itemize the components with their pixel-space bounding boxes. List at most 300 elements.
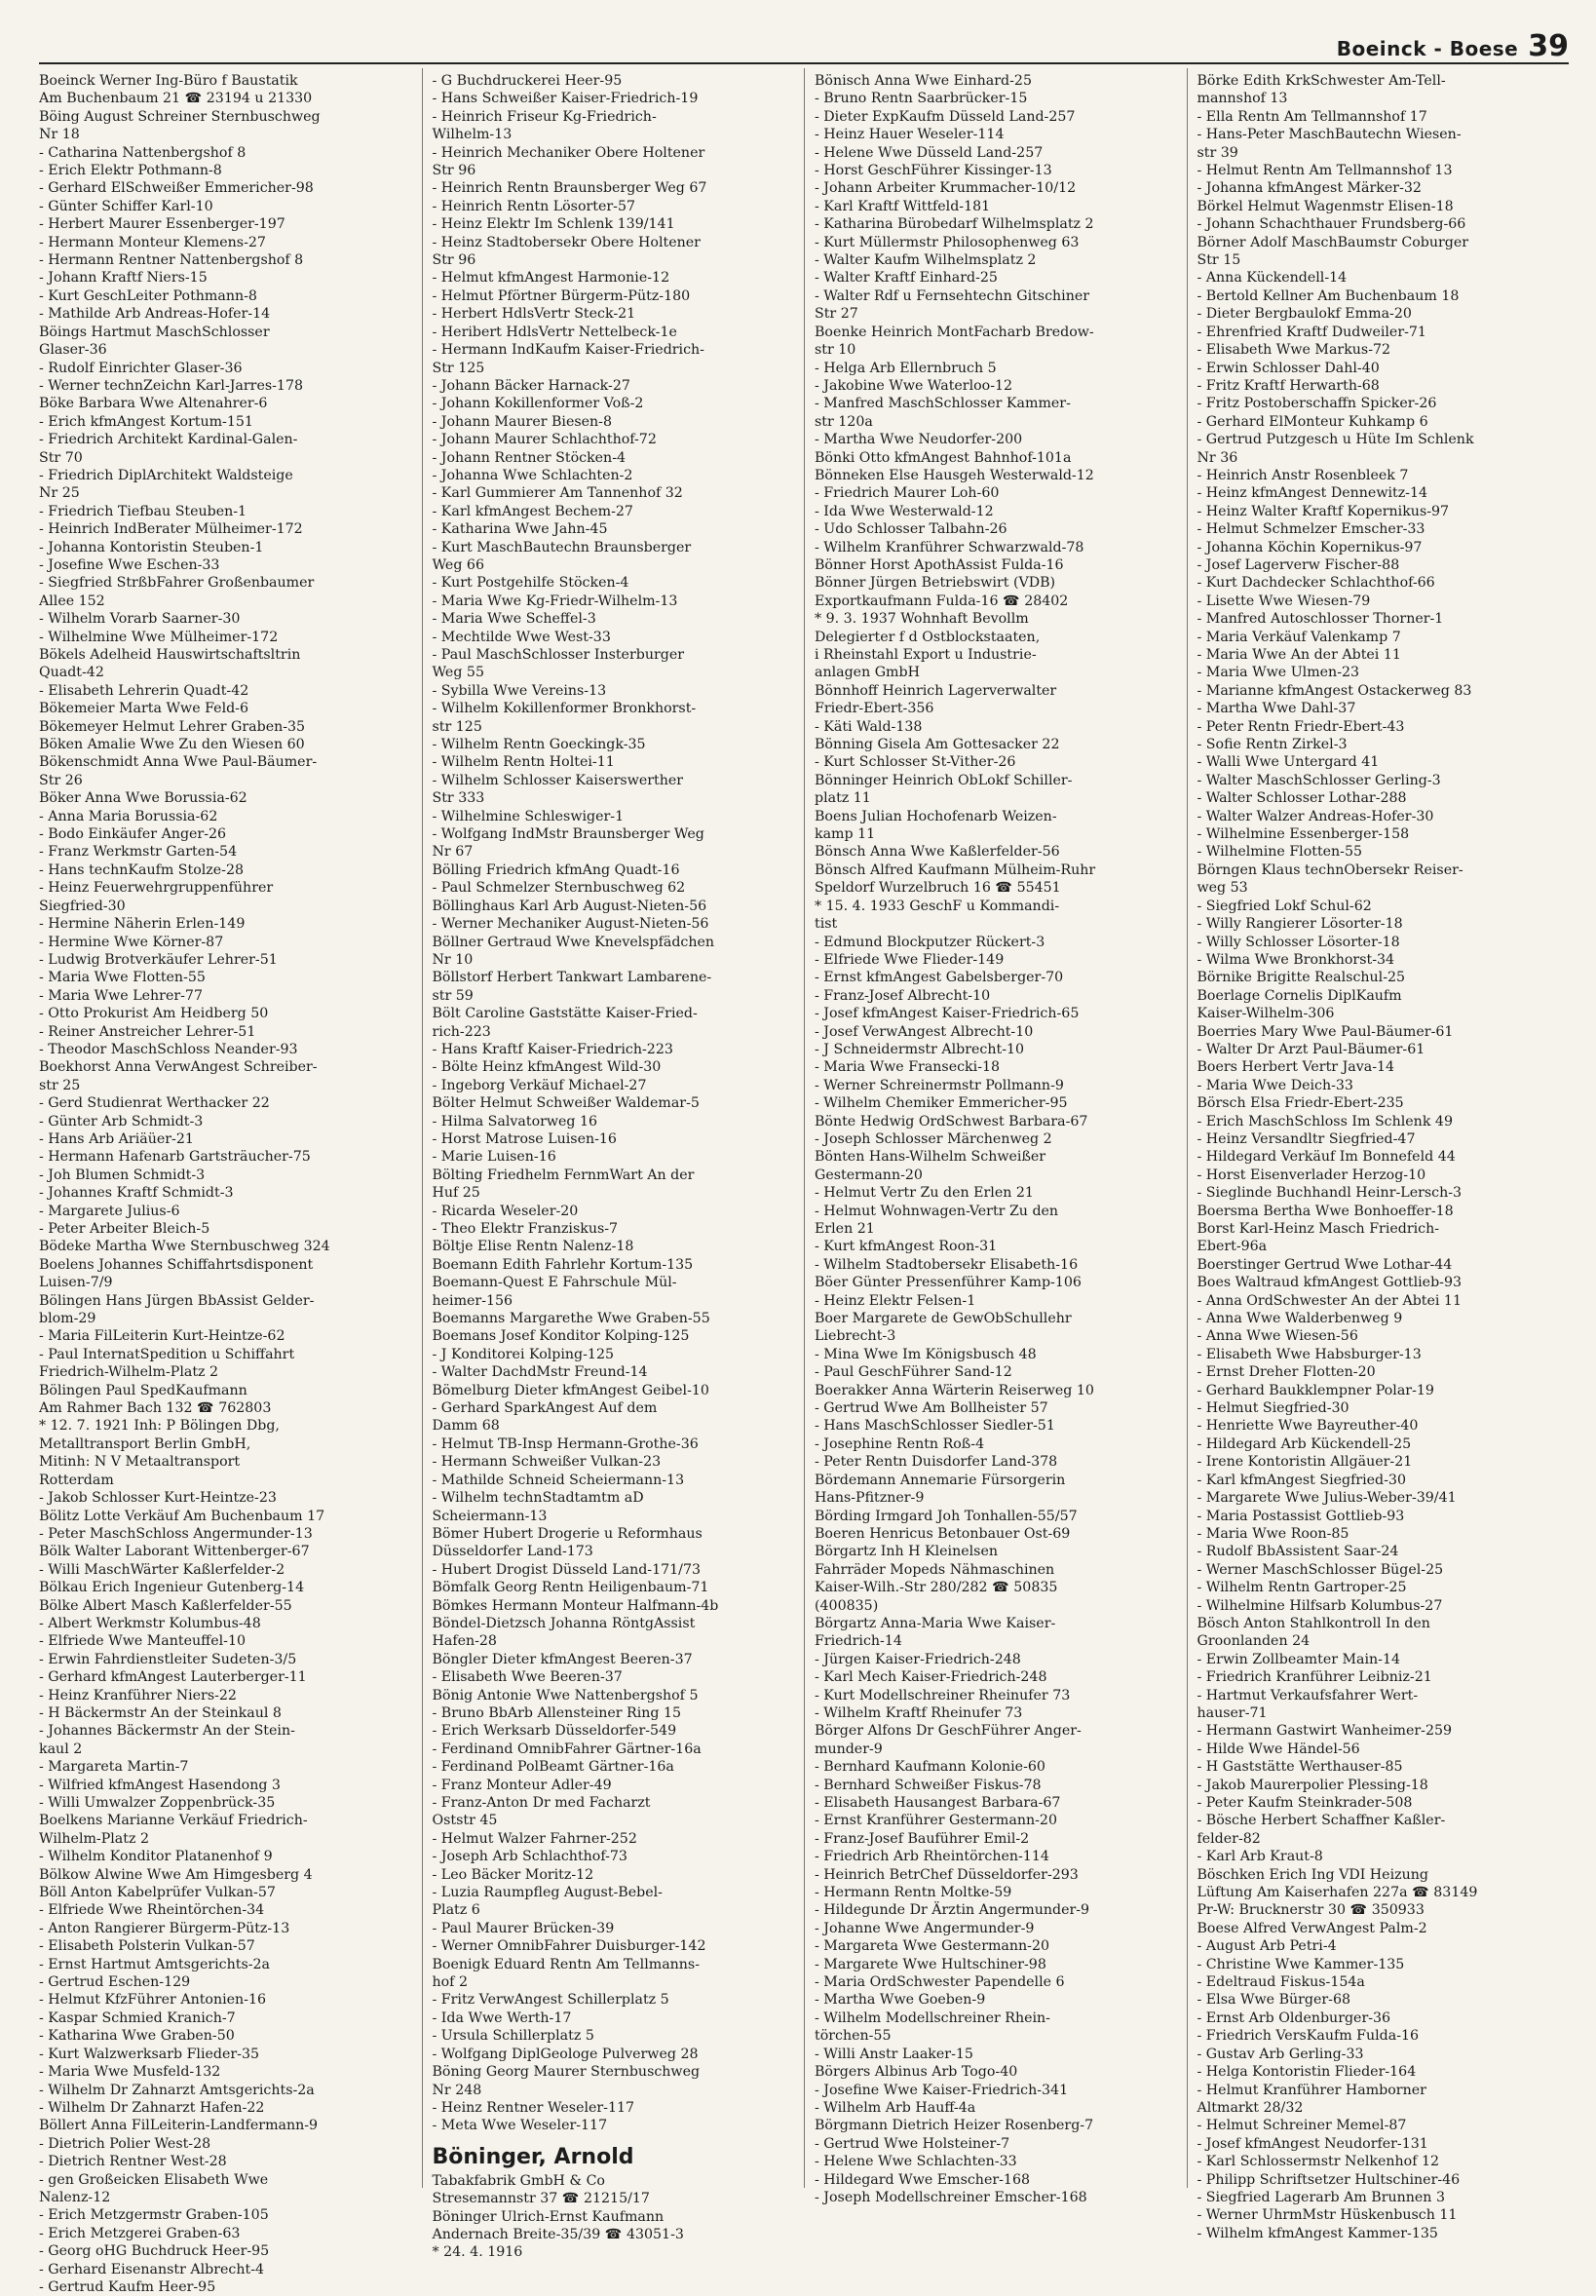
- directory-entry: Bölkow Alwine Wwe Am Himgesberg 4: [39, 1866, 313, 1883]
- directory-entry: - Helga Kontoristin Flieder-164: [1197, 2064, 1417, 2081]
- directory-entry: - Paul MaschSchlosser Insterburger: [432, 647, 684, 663]
- directory-entry: - Helmut Schreiner Memel-87: [1197, 2118, 1407, 2134]
- directory-entry: Bömfalk Georg Rentn Heiligenbaum-71: [432, 1580, 709, 1596]
- directory-entry: - Paul InternatSpedition u Schiffahrt: [39, 1346, 295, 1362]
- directory-entry: Pr-W: Brucknerstr 30 ☎ 350933: [1197, 1902, 1425, 1919]
- directory-entry: - Maria Wwe Fransecki-18: [815, 1059, 1001, 1076]
- directory-entry: - Helmut Walzer Fahrner-252: [432, 1830, 637, 1847]
- directory-entry: - Hildegard Verkäuf Im Bonnefeld 44: [1197, 1149, 1456, 1166]
- directory-entry: Lüftung Am Kaiserhafen 227a ☎ 83149: [1197, 1885, 1478, 1901]
- directory-entry: - J Schneidermstr Albrecht-10: [815, 1041, 1025, 1057]
- directory-entry: str 59: [432, 987, 474, 1004]
- directory-entry: - Elfriede Wwe Rheintörchen-34: [39, 1902, 265, 1919]
- directory-entry: - Johanna Kontoristin Steuben-1: [39, 539, 264, 555]
- directory-entry: - Edeltraud Fiskus-154a: [1197, 1974, 1365, 1991]
- page-number: 39: [1528, 29, 1569, 63]
- directory-entry: - Willy Rangierer Lösorter-18: [1197, 916, 1403, 933]
- directory-entry: - Peter Arbeiter Bleich-5: [39, 1221, 210, 1237]
- directory-entry: Börngen Klaus technObersekr Reiser-: [1197, 861, 1463, 878]
- directory-entry: - Karl kfmAngest Bechem-27: [432, 503, 633, 519]
- directory-entry: - Mathilde Arb Andreas-Hofer-14: [39, 306, 271, 323]
- directory-entry: - Heinz Elektr Im Schlenk 139/141: [432, 216, 675, 233]
- directory-entry: Bölting Friedhelm FernmWart An der: [432, 1167, 695, 1183]
- directory-entry: Böschken Erich Ing VDI Heizung: [1197, 1866, 1428, 1883]
- directory-entry: - Kurt Postgehilfe Stöcken-4: [432, 575, 629, 592]
- directory-entry: Nr 248: [432, 2082, 482, 2098]
- directory-entry: - Albert Werkmstr Kolumbus-48: [39, 1615, 261, 1631]
- directory-entry: (400835): [815, 1597, 879, 1614]
- directory-entry: - Dietrich Polier West-28: [39, 2135, 211, 2152]
- directory-entry: - Bodo Einkäufer Anger-26: [39, 826, 227, 843]
- directory-entry: - Meta Wwe Weseler-117: [432, 2118, 608, 2134]
- directory-entry: - Peter Rentn Friedr-Ebert-43: [1197, 718, 1405, 735]
- directory-entry: - Helmut Schmelzer Emscher-33: [1197, 521, 1425, 538]
- directory-entry: - Johann Maurer Schlachthof-72: [432, 432, 657, 448]
- directory-entry: - Wilhelm Schlosser Kaiserswerther: [432, 772, 684, 788]
- directory-entry: Bölitz Lotte Verkäuf Am Buchenbaum 17: [39, 1508, 325, 1524]
- directory-entry: - Gerhard Baukklempner Polar-19: [1197, 1382, 1434, 1398]
- directory-entry: Andernach Breite-35/39 ☎ 43051-3: [432, 2226, 684, 2242]
- directory-entry: Bölk Walter Laborant Wittenberger-67: [39, 1544, 310, 1560]
- directory-entry: Böllert Anna FilLeiterin-Landfermann-9: [39, 2118, 319, 2134]
- directory-entry: Bösch Anton Stahlkontroll In den: [1197, 1615, 1430, 1631]
- directory-entry: - Anton Rangierer Bürgerm-Pütz-13: [39, 1920, 290, 1936]
- directory-entry: Böken Amalie Wwe Zu den Wiesen 60: [39, 737, 305, 753]
- directory-entry: - Gerd Studienrat Werthacker 22: [39, 1095, 270, 1112]
- directory-entry: - Wilhelmine Flotten-55: [1197, 844, 1363, 861]
- directory-entry: - Gerhard kfmAngest Lauterberger-11: [39, 1669, 307, 1686]
- directory-entry: - Helmut Vertr Zu den Erlen 21: [815, 1185, 1034, 1202]
- directory-entry: - Heinrich Rentn Braunsberger Weg 67: [432, 180, 707, 197]
- directory-entry: - Horst Eisenverlader Herzog-10: [1197, 1167, 1426, 1183]
- directory-entry: Quadt-42: [39, 665, 104, 681]
- directory-entry: - Willy Schlosser Lösorter-18: [1197, 934, 1400, 950]
- directory-entry: - Gertrud Eschen-129: [39, 1974, 191, 1991]
- directory-entry: - Walli Wwe Untergard 41: [1197, 754, 1380, 771]
- directory-entry: Bönsch Anna Wwe Kaßlerfelder-56: [815, 844, 1060, 861]
- directory-entry: - Paul Schmelzer Sternbuschweg 62: [432, 880, 686, 897]
- directory-entry: - Gertrud Putzgesch u Hüte Im Schlenk: [1197, 432, 1474, 448]
- directory-entry: - Ernst kfmAngest Gabelsberger-70: [815, 970, 1064, 986]
- directory-entry: Bödeke Martha Wwe Sternbuschweg 324: [39, 1239, 330, 1255]
- directory-entry: Ebert-96a: [1197, 1239, 1268, 1255]
- directory-entry: - Anna Maria Borussia-62: [39, 808, 218, 824]
- directory-entry: Böllner Gertraud Wwe Knevelspfädchen: [432, 934, 715, 950]
- directory-entry: - Johann Bäcker Harnack-27: [432, 377, 630, 394]
- directory-entry: Börkel Helmut Wagenmstr Elisen-18: [1197, 198, 1454, 214]
- directory-entry: - Siegfried Lokf Schul-62: [1197, 898, 1372, 914]
- directory-entry: Bömer Hubert Drogerie u Reformhaus: [432, 1525, 703, 1542]
- directory-entry: Boeren Henricus Betonbauer Ost-69: [815, 1525, 1071, 1542]
- directory-entry: Böer Günter Pressenführer Kamp-106: [815, 1275, 1082, 1291]
- directory-entry: - Heinz Versandltr Siegfried-47: [1197, 1130, 1416, 1147]
- directory-entry: Tabakfabrik GmbH & Co: [432, 2172, 605, 2189]
- directory-entry: Friedr-Ebert-356: [815, 701, 934, 717]
- directory-entry: - Bösche Herbert Schaffner Kaßler-: [1197, 1813, 1446, 1829]
- directory-entry: Boelens Johannes Schiffahrtsdisponent: [39, 1256, 314, 1273]
- directory-entry: i Rheinstahl Export u Industrie-: [815, 647, 1037, 663]
- directory-entry: - Elisabeth Lehrerin Quadt-42: [39, 682, 249, 699]
- directory-entry: - Franz-Josef Albrecht-10: [815, 987, 991, 1004]
- directory-entry: Böninger Ulrich-Ernst Kaufmann: [432, 2208, 665, 2225]
- directory-entry: - Elisabeth Hausangest Barbara-67: [815, 1795, 1061, 1811]
- directory-entry: Boemanns Margarethe Wwe Graben-55: [432, 1311, 710, 1327]
- directory-page: [39, 29, 1569, 2295]
- directory-entry: Bölke Albert Masch Kaßlerfelder-55: [39, 1597, 292, 1614]
- directory-entry: - Kurt Modellschreiner Rheinufer 73: [815, 1687, 1071, 1703]
- directory-entry: Boenke Heinrich MontFacharb Bredow-: [815, 324, 1094, 340]
- directory-entry: - Walter Walzer Andreas-Hofer-30: [1197, 808, 1434, 824]
- directory-entry: Damm 68: [432, 1418, 500, 1435]
- directory-entry: - Wilhelm Rentn Holtei-11: [432, 754, 615, 771]
- directory-entry: Bönnhoff Heinrich Lagerverwalter: [815, 682, 1057, 699]
- directory-entry: - Anna Kückendell-14: [1197, 270, 1348, 287]
- directory-entry: - Franz-Anton Dr med Facharzt: [432, 1795, 651, 1811]
- directory-entry: Hans-Pfitzner-9: [815, 1490, 925, 1507]
- directory-entry: - Kaspar Schmied Kranich-7: [39, 2009, 236, 2026]
- directory-entry: heimer-156: [432, 1292, 513, 1309]
- directory-entry: - Ida Wwe Werth-17: [432, 2009, 572, 2026]
- directory-entry: str 120a: [815, 413, 873, 430]
- directory-entry: - Heinrich Anstr Rosenbleek 7: [1197, 467, 1409, 483]
- directory-entry: - Erwin Fahrdienstleiter Sudeten-3/5: [39, 1651, 297, 1667]
- directory-entry: - Henriette Wwe Bayreuther-40: [1197, 1418, 1419, 1435]
- directory-entry: - Heinz Kranführer Niers-22: [39, 1687, 237, 1703]
- directory-entry: Böning Georg Maurer Sternbuschweg: [432, 2064, 701, 2081]
- directory-entry: Bönneken Else Hausgeh Westerwald-12: [815, 467, 1094, 483]
- directory-entry: - Friedrich Maurer Loh-60: [815, 485, 1000, 502]
- directory-entry: - Paul GeschFührer Sand-12: [815, 1364, 1012, 1381]
- directory-entry: Düsseldorfer Land-173: [432, 1544, 593, 1560]
- directory-entry: - Wilhelm Vorarb Saarner-30: [39, 611, 241, 628]
- directory-entry: Wilhelm-13: [432, 127, 513, 143]
- directory-entry: felder-82: [1197, 1830, 1261, 1847]
- directory-entry: - Heinz Rentner Weseler-117: [432, 2099, 635, 2116]
- directory-entry: - Jakob Maurerpolier Plessing-18: [1197, 1777, 1428, 1793]
- directory-entry: platz 11: [815, 790, 871, 807]
- directory-entry: - Anna Wwe Wiesen-56: [1197, 1328, 1358, 1345]
- directory-entry: - Kurt GeschLeiter Pothmann-8: [39, 287, 257, 304]
- directory-entry: Böllinghaus Karl Arb August-Nieten-56: [432, 898, 707, 914]
- directory-entry: - Ehrenfried Kraftf Dudweiler-71: [1197, 324, 1426, 340]
- directory-entry: Bönte Hedwig OrdSchwest Barbara-67: [815, 1113, 1088, 1129]
- directory-entry: Nr 36: [1197, 449, 1238, 466]
- directory-entry: - Werner UhrmMstr Hüskenbusch 11: [1197, 2207, 1458, 2224]
- directory-entry: - Rudolf Einrichter Glaser-36: [39, 360, 243, 376]
- directory-entry: Fahrräder Mopeds Nähmaschinen: [815, 1561, 1055, 1578]
- directory-entry: - Erich Werksarb Düsseldorfer-549: [432, 1723, 677, 1740]
- directory-entry: - Herbert Maurer Essenberger-197: [39, 216, 285, 233]
- directory-entry: - Erich Metzgerei Graben-63: [39, 2225, 241, 2241]
- directory-entry: - Christine Wwe Kammer-135: [1197, 1956, 1405, 1972]
- directory-entry: Bönner Horst ApothAssist Fulda-16: [815, 556, 1064, 573]
- directory-entry: Luisen-7/9: [39, 1275, 113, 1291]
- directory-entry: - Heinz Stadtobersekr Obere Holtener: [432, 234, 701, 250]
- directory-entry: * 24. 4. 1916: [432, 2244, 523, 2261]
- directory-entry: kamp 11: [815, 826, 876, 843]
- directory-entry: Boemann Edith Fahrlehr Kortum-135: [432, 1256, 694, 1273]
- directory-entry: - Bruno BbArb Allensteiner Ring 15: [432, 1704, 682, 1721]
- directory-entry: anlagen GmbH: [815, 665, 920, 681]
- directory-entry: - Joseph Modellschreiner Emscher-168: [815, 2189, 1087, 2205]
- directory-entry: - Heribert HdlsVertr Nettelbeck-1e: [432, 324, 677, 340]
- directory-entry: - Karl Arb Kraut-8: [1197, 1849, 1323, 1865]
- directory-entry: - Margarete Wwe Hultschiner-98: [815, 1956, 1046, 1972]
- directory-entry: - Helmut Pförtner Bürgerm-Pütz-180: [432, 287, 691, 304]
- directory-entry: - Maria Postassist Gottlieb-93: [1197, 1508, 1405, 1524]
- directory-entry: - Hermann IndKaufm Kaiser-Friedrich-: [432, 342, 704, 359]
- directory-entry: - Bernhard Kaufmann Kolonie-60: [815, 1759, 1045, 1776]
- directory-entry: Rotterdam: [39, 1472, 114, 1488]
- directory-entry: - Hilde Wwe Händel-56: [1197, 1741, 1360, 1757]
- directory-entry: Kaiser-Wilhelm-306: [1197, 1006, 1335, 1022]
- directory-entry: Am Buchenbaum 21 ☎ 23194 u 21330: [39, 91, 313, 107]
- directory-entry: Boemans Josef Konditor Kolping-125: [432, 1328, 690, 1345]
- directory-entry: - Wilfried kfmAngest Hasendong 3: [39, 1777, 281, 1793]
- directory-entry: Gestermann-20: [815, 1167, 923, 1183]
- directory-entry: - Wilhelm Stadtobersekr Elisabeth-16: [815, 1256, 1079, 1273]
- directory-entry: - Katharina Wwe Graben-50: [39, 2028, 235, 2045]
- directory-entry: - Ernst Arb Oldenburger-36: [1197, 2009, 1391, 2026]
- directory-entry: Wilhelm-Platz 2: [39, 1830, 149, 1847]
- directory-entry: - Helene Wwe Düsseld Land-257: [815, 144, 1044, 161]
- directory-entry: - August Arb Petri-4: [1197, 1938, 1337, 1955]
- directory-entry: - Hartmut Verkaufsfahrer Wert-: [1197, 1687, 1419, 1703]
- directory-entry: - Martha Wwe Dahl-37: [1197, 701, 1356, 717]
- directory-entry: Nr 10: [432, 951, 474, 968]
- directory-entry: Exportkaufmann Fulda-16 ☎ 28402: [815, 593, 1069, 609]
- directory-entry: - Johanne Wwe Angermunder-9: [815, 1920, 1035, 1936]
- directory-entry: - Erwin Schlosser Dahl-40: [1197, 360, 1380, 376]
- directory-entry: - gen Großeicken Elisabeth Wwe: [39, 2171, 269, 2188]
- directory-entry: - Friedrich Arb Rheintörchen-114: [815, 1849, 1049, 1865]
- directory-entry: - Sofie Rentn Zirkel-3: [1197, 737, 1348, 753]
- directory-entry: - Maria Wwe Kg-Friedr-Wilhelm-13: [432, 593, 678, 609]
- directory-entry: - Hans Arb Ariäüer-21: [39, 1130, 194, 1147]
- name-range: Boeinck - Boese: [1336, 37, 1519, 60]
- directory-entry: - Johannes Bäckermstr An der Stein-: [39, 1723, 295, 1740]
- directory-entry: - Bölte Heinz kfmAngest Wild-30: [432, 1059, 662, 1076]
- directory-entry: Nr 67: [432, 844, 474, 861]
- directory-entry: - Ricarda Weseler-20: [432, 1203, 579, 1219]
- directory-entry: - Heinrich Friseur Kg-Friedrich-: [432, 108, 657, 125]
- directory-entry: - Erich kfmAngest Kortum-151: [39, 413, 253, 430]
- directory-entry: - Wilhelm Kraftf Rheinufer 73: [815, 1704, 1023, 1721]
- directory-entry: - Wilhelm kfmAngest Kammer-135: [1197, 2225, 1438, 2241]
- directory-entry: - Bernhard Schweißer Fiskus-78: [815, 1777, 1042, 1793]
- directory-entry: - Wolfgang IndMstr Braunsberger Weg: [432, 826, 704, 843]
- directory-entry: - Wilma Wwe Bronkhorst-34: [1197, 951, 1395, 968]
- directory-entry: - Wilhelm Rentn Gartroper-25: [1197, 1580, 1407, 1596]
- directory-entry: Bönki Otto kfmAngest Bahnhof-101a: [815, 449, 1072, 466]
- directory-entry: Boerlage Cornelis DiplKaufm: [1197, 987, 1402, 1004]
- directory-entry: Bönig Antonie Wwe Nattenbergshof 5: [432, 1687, 699, 1703]
- directory-entry: törchen-55: [815, 2028, 892, 2045]
- directory-entry: - Heinz Hauer Weseler-114: [815, 127, 1005, 143]
- directory-entry: munder-9: [815, 1741, 883, 1757]
- directory-entry: - Wilhelm Modellschreiner Rhein-: [815, 2009, 1050, 2026]
- directory-entry: Altmarkt 28/32: [1197, 2099, 1304, 2116]
- directory-entry: - Günter Arb Schmidt-3: [39, 1113, 204, 1129]
- directory-entry: - Margareta Martin-7: [39, 1759, 189, 1776]
- directory-entry: Str 15: [1197, 252, 1241, 269]
- directory-entry: Boes Waltraud kfmAngest Gottlieb-93: [1197, 1275, 1463, 1291]
- directory-entry: - Hans-Peter MaschBautechn Wiesen-: [1197, 127, 1462, 143]
- directory-entry: - Bruno Rentn Saarbrücker-15: [815, 91, 1028, 107]
- directory-entry: - Franz-Josef Bauführer Emil-2: [815, 1830, 1030, 1847]
- directory-entry: - Hermine Wwe Körner-87: [39, 934, 224, 950]
- directory-entry: - Wilhelm Kranführer Schwarzwald-78: [815, 539, 1084, 555]
- directory-entry: - Ursula Schillerplatz 5: [432, 2028, 594, 2045]
- directory-entry: - Kurt Müllermstr Philosophenweg 63: [815, 234, 1080, 250]
- directory-entry: - Willi Umwalzer Zoppenbrück-35: [39, 1795, 276, 1811]
- directory-entry: Str 70: [39, 449, 83, 466]
- directory-entry: Bölling Friedrich kfmAng Quadt-16: [432, 861, 680, 878]
- directory-entry: - Maria Wwe Deich-33: [1197, 1077, 1353, 1093]
- directory-entry: - Jürgen Kaiser-Friedrich-248: [815, 1651, 1021, 1667]
- directory-entry: - Hans Schweißer Kaiser-Friedrich-19: [432, 91, 699, 107]
- directory-entry: Böngler Dieter kfmAngest Beeren-37: [432, 1651, 693, 1667]
- directory-entry: - Wilhelm technStadtamtm aD: [432, 1490, 644, 1507]
- directory-entry: - Franz Werkmstr Garten-54: [39, 844, 238, 861]
- directory-entry: - Elisabeth Wwe Habsburger-13: [1197, 1346, 1422, 1362]
- directory-entry: - Anna OrdSchwester An der Abtei 11: [1197, 1292, 1462, 1309]
- directory-entry: Platz 6: [432, 1902, 480, 1919]
- directory-entry: Bökenschmidt Anna Wwe Paul-Bäumer-: [39, 754, 318, 771]
- directory-entry: - Werner Schreinermstr Pollmann-9: [815, 1077, 1064, 1093]
- directory-entry: - Helmut KfzFührer Antonien-16: [39, 1992, 267, 2009]
- directory-entry: Speldorf Wurzelbruch 16 ☎ 55451: [815, 880, 1061, 897]
- directory-entry: - Ida Wwe Westerwald-12: [815, 503, 994, 519]
- directory-entry: Friedrich-Wilhelm-Platz 2: [39, 1364, 219, 1381]
- directory-entry: Bönner Jürgen Betriebswirt (VDB): [815, 575, 1056, 592]
- directory-entry: - Ernst Dreher Flotten-20: [1197, 1364, 1376, 1381]
- directory-entry: - Walter DachdMstr Freund-14: [432, 1364, 648, 1381]
- directory-entry: - Dieter ExpKaufm Düsseld Land-257: [815, 108, 1076, 125]
- directory-entry: Bönninger Heinrich ObLokf Schiller-: [815, 772, 1073, 788]
- directory-entry: Boens Julian Hochofenarb Weizen-: [815, 808, 1057, 824]
- directory-entry: hauser-71: [1197, 1704, 1268, 1721]
- directory-entry: Börke Edith KrkSchwester Am-Tell-: [1197, 73, 1446, 89]
- directory-entry: - Walter Dr Arzt Paul-Bäumer-61: [1197, 1041, 1425, 1057]
- directory-entry: - Willi Anstr Laaker-15: [815, 2046, 973, 2062]
- directory-entry: Böings Hartmut MaschSchlosser: [39, 324, 270, 340]
- directory-entry: - Jakob Schlosser Kurt-Heintze-23: [39, 1490, 277, 1507]
- directory-entry: blom-29: [39, 1311, 96, 1327]
- directory-entry: - Udo Schlosser Talbahn-26: [815, 521, 1007, 538]
- directory-entry: - Hans technKaufm Stolze-28: [39, 861, 245, 878]
- directory-entry: Börnike Brigitte Realschul-25: [1197, 970, 1406, 986]
- directory-entry: str 39: [1197, 144, 1238, 161]
- directory-entry: * 12. 7. 1921 Inh: P Bölingen Dbg,: [39, 1418, 280, 1435]
- directory-entry: - Jakobine Wwe Waterloo-12: [815, 377, 1013, 394]
- directory-entry: Str 333: [432, 790, 485, 807]
- directory-entry: - Walter Kraftf Einhard-25: [815, 270, 998, 287]
- directory-entry: - Joseph Schlosser Märchenweg 2: [815, 1130, 1052, 1147]
- directory-entry: - Helmut Kranführer Hamborner: [1197, 2082, 1426, 2098]
- directory-entry: - Gerhard ElSchweißer Emmericher-98: [39, 180, 314, 197]
- directory-entry: - Karl Kraftf Wittfeld-181: [815, 198, 991, 214]
- directory-entry: Bölkau Erich Ingenieur Gutenberg-14: [39, 1580, 305, 1596]
- directory-entry: Böllstorf Herbert Tankwart Lambarene-: [432, 970, 712, 986]
- directory-entry: rich-223: [432, 1023, 491, 1040]
- directory-entry: Str 96: [432, 252, 476, 269]
- directory-entry: - Friedrich VersKaufm Fulda-16: [1197, 2028, 1420, 2045]
- directory-entry: - Joseph Arb Schlachthof-73: [432, 1849, 627, 1865]
- directory-entry: - Johann Rentner Stöcken-4: [432, 449, 627, 466]
- directory-entry: - Hilma Salvatorweg 16: [432, 1113, 598, 1129]
- directory-entry: str 25: [39, 1077, 81, 1093]
- directory-entry: - Josefine Wwe Eschen-33: [39, 556, 220, 573]
- directory-entry: hof 2: [432, 1974, 468, 1991]
- directory-entry: - Kurt Dachdecker Schlachthof-66: [1197, 575, 1435, 592]
- directory-entry: - Willi MaschWärter Kaßlerfelder-2: [39, 1561, 285, 1578]
- directory-entry: - Dietrich Rentner West-28: [39, 2154, 227, 2170]
- directory-entry: - Dieter Bergbaulokf Emma-20: [1197, 306, 1412, 323]
- directory-entry: - Johannes Kraftf Schmidt-3: [39, 1185, 234, 1202]
- directory-entry: - Ludwig Brotverkäufer Lehrer-51: [39, 951, 278, 968]
- directory-entry: - Katharina Bürobedarf Wilhelmsplatz 2: [815, 216, 1094, 233]
- directory-entry: str 10: [815, 342, 856, 359]
- directory-entry: - Gerhard ElMonteur Kuhkamp 6: [1197, 413, 1428, 430]
- directory-entry: - Ernst Kranführer Gestermann-20: [815, 1813, 1057, 1829]
- directory-entry: Boese Alfred VerwAngest Palm-2: [1197, 1920, 1427, 1936]
- directory-entry: Boers Herbert Vertr Java-14: [1197, 1059, 1395, 1076]
- directory-entry: - Hermine Näherin Erlen-149: [39, 916, 246, 933]
- directory-entry: Huf 25: [432, 1185, 480, 1202]
- directory-entry: - Herbert HdlsVertr Steck-21: [432, 306, 636, 323]
- directory-entry: - Margarete Wwe Julius-Weber-39/41: [1197, 1490, 1457, 1507]
- directory-entry: Oststr 45: [432, 1813, 498, 1829]
- directory-entry: - Anna Wwe Walderbenweg 9: [1197, 1311, 1403, 1327]
- directory-entry: - Elfriede Wwe Flieder-149: [815, 951, 1005, 968]
- directory-entry: - Josef kfmAngest Neudorfer-131: [1197, 2135, 1428, 2152]
- directory-entry: - Werner technZeichn Karl-Jarres-178: [39, 377, 304, 394]
- directory-entry: Erlen 21: [815, 1221, 875, 1237]
- directory-entry: - Peter MaschSchloss Angermunder-13: [39, 1525, 313, 1542]
- directory-entry: - Erich Elektr Pothmann-8: [39, 163, 222, 179]
- directory-entry: - Martha Wwe Neudorfer-200: [815, 432, 1023, 448]
- directory-entry: - Manfred MaschSchlosser Kammer-: [815, 396, 1071, 412]
- directory-entry: - Mechtilde Wwe West-33: [432, 629, 611, 645]
- directory-entry: - Johanna kfmAngest Märker-32: [1197, 180, 1422, 197]
- directory-entry: Hafen-28: [432, 1633, 497, 1650]
- directory-entry: Böll Anton Kabelprüfer Vulkan-57: [39, 1885, 276, 1901]
- directory-entry: - Kurt Schlosser St-Vither-26: [815, 754, 1016, 771]
- directory-entry: - Josef kfmAngest Kaiser-Friedrich-65: [815, 1006, 1080, 1022]
- directory-entry: Boerstinger Gertrud Wwe Lothar-44: [1197, 1256, 1453, 1273]
- directory-entry: Börgers Albinus Arb Togo-40: [815, 2064, 1018, 2081]
- directory-entry: - Elfriede Wwe Manteuffel-10: [39, 1633, 247, 1650]
- directory-entry: Nr 18: [39, 127, 80, 143]
- directory-entry: - Hans MaschSchlosser Siedler-51: [815, 1418, 1055, 1435]
- directory-entry: - Mina Wwe Im Königsbusch 48: [815, 1346, 1037, 1362]
- directory-entry: - Katharina Wwe Jahn-45: [432, 521, 608, 538]
- directory-entry: - Kurt MaschBautechn Braunsberger: [432, 539, 692, 555]
- directory-entry: - Heinrich Rentn Lösorter-57: [432, 198, 636, 214]
- directory-entry: - Erich Metzgermstr Graben-105: [39, 2207, 269, 2224]
- directory-entry: - Hans Kraftf Kaiser-Friedrich-223: [432, 1041, 673, 1057]
- directory-entry: Börner Adolf MaschBaumstr Coburger: [1197, 234, 1468, 250]
- directory-entry: - Hermann Schweißer Vulkan-23: [432, 1454, 662, 1471]
- directory-entry: Börgmann Dietrich Heizer Rosenberg-7: [815, 2118, 1094, 2134]
- directory-entry: - Maria Wwe Scheffel-3: [432, 611, 596, 628]
- directory-entry: - Ernst Hartmut Amtsgerichts-2a: [39, 1956, 271, 1972]
- directory-entry: - Hermann Hafenarb Gartsträucher-75: [39, 1149, 311, 1166]
- directory-entry: - Gerhard SparkAngest Auf dem: [432, 1400, 658, 1417]
- directory-entry: - Wolfgang DiplGeologe Pulverweg 28: [432, 2046, 699, 2062]
- directory-entry: - Sieglinde Buchhandl Heinr-Lersch-3: [1197, 1185, 1463, 1202]
